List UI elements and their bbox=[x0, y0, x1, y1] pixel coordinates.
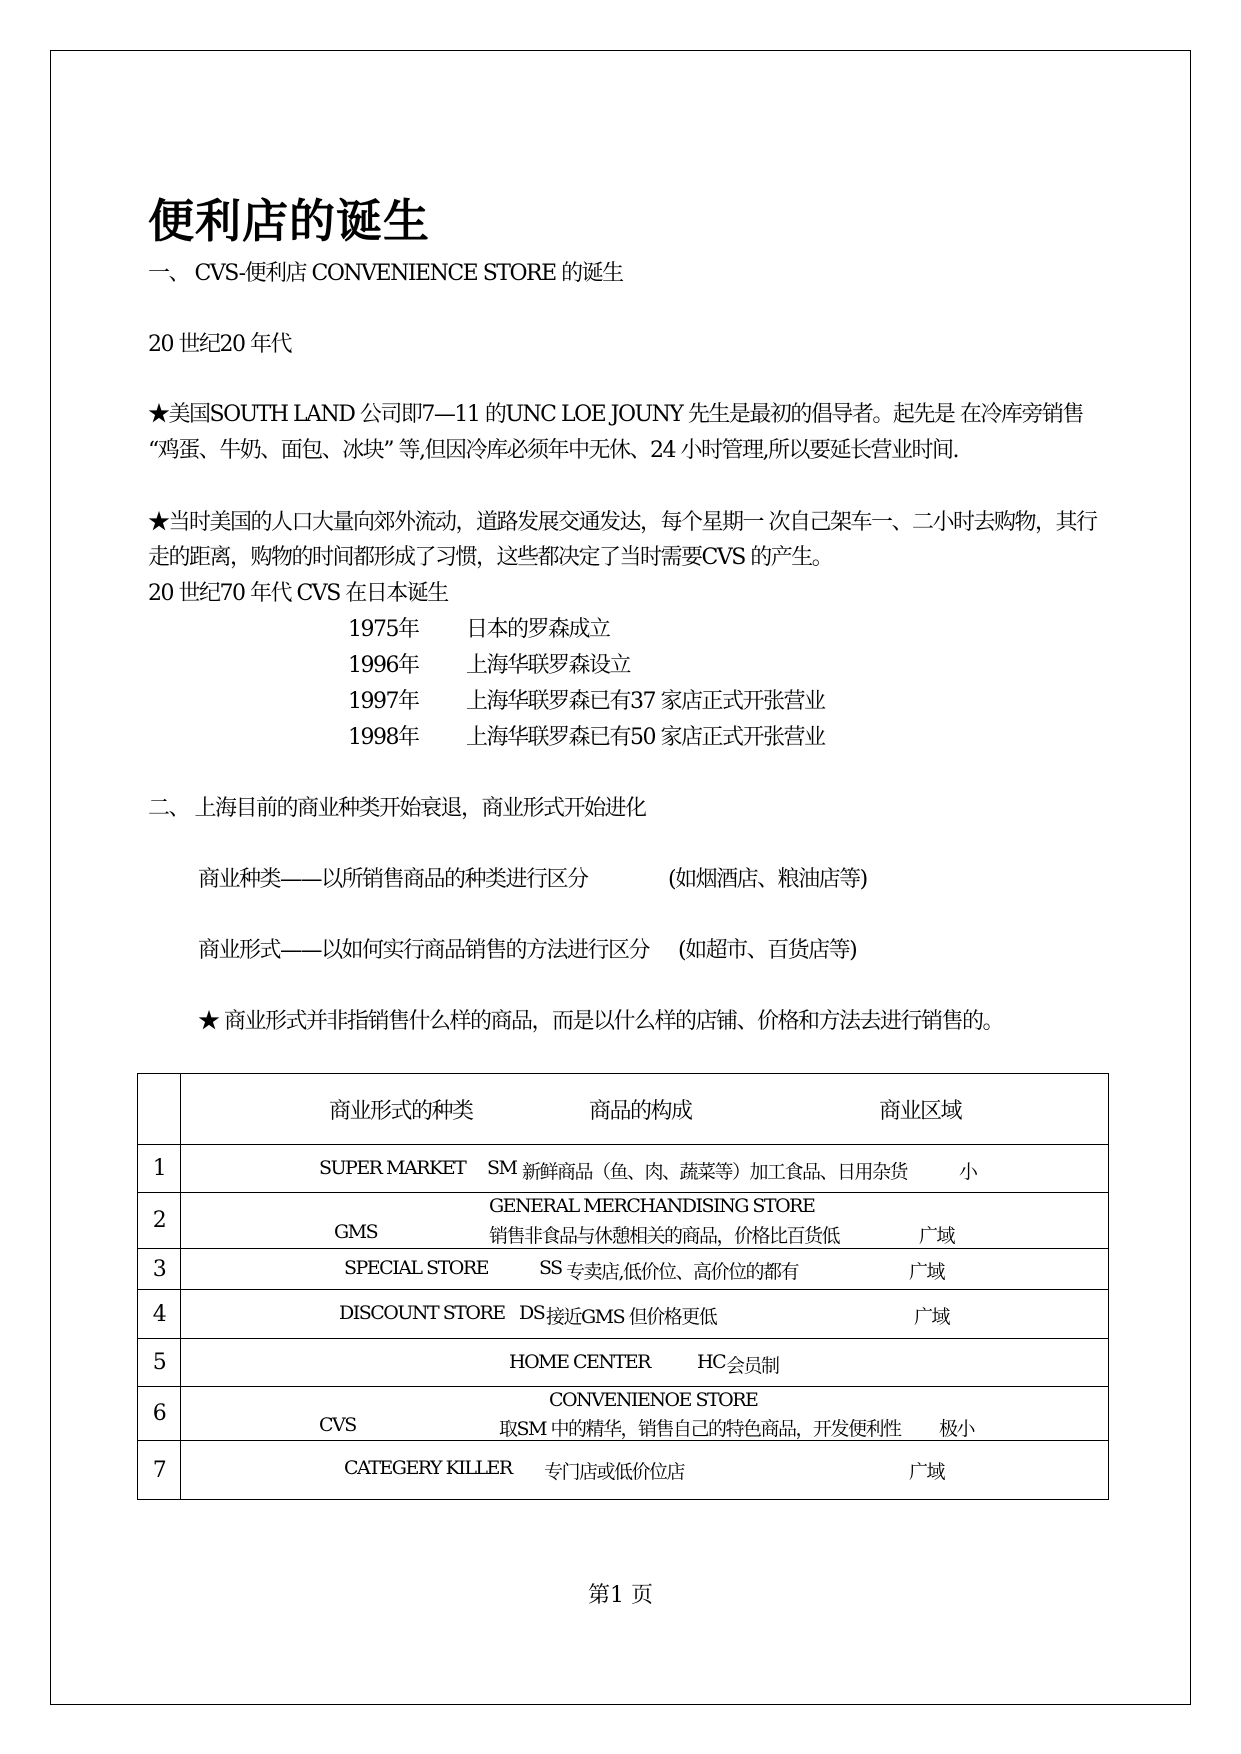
row-content bbox=[181, 1145, 1109, 1193]
table-row bbox=[138, 1193, 1109, 1249]
timeline-year: 1997年 bbox=[348, 689, 419, 714]
header-form-type: 商业形式的种类 bbox=[329, 1099, 473, 1124]
header-composition: 商品的构成 bbox=[589, 1099, 692, 1124]
form-area: 广域 bbox=[909, 1461, 945, 1483]
form-area: 广域 bbox=[914, 1306, 950, 1328]
row-content bbox=[181, 1387, 1109, 1441]
form-name: CATEGERY KILLER bbox=[344, 1457, 512, 1479]
form-area: 极小 bbox=[939, 1418, 975, 1440]
page-number: 第1 页 bbox=[588, 1583, 653, 1608]
table-header-row bbox=[138, 1074, 1109, 1145]
row-content bbox=[181, 1249, 1109, 1290]
note: ★ 商业形式并非指销售什么样的商品，而是以什么样的店铺、价格和方法去进行销售的。 bbox=[198, 1009, 1003, 1034]
table-row bbox=[138, 1145, 1109, 1193]
form-desc: 会员制 bbox=[726, 1355, 779, 1377]
paragraph1-line1: ★美国SOUTH LAND 公司即7—11 的UNC LOE JOUNY 先生是最初的倡导者。起先是 在冷库旁销售 bbox=[148, 402, 1083, 427]
form-desc: 新鲜商品（鱼、肉、蔬菜等）加工食品、日用杂货 bbox=[522, 1161, 908, 1183]
row-number: 3 bbox=[138, 1249, 181, 1290]
form-name: GENERAL MERCHANDISING STORE bbox=[489, 1195, 815, 1217]
timeline-event: 日本的罗森成立 bbox=[466, 617, 610, 642]
row-content bbox=[181, 1193, 1109, 1249]
form-desc: 专门店或低价位店 bbox=[544, 1461, 685, 1483]
row-content bbox=[181, 1290, 1109, 1339]
form-name: SPECIAL STORE bbox=[344, 1257, 489, 1279]
table-row bbox=[138, 1249, 1109, 1290]
row-number: 2 bbox=[138, 1193, 181, 1249]
row-number: 7 bbox=[138, 1441, 181, 1500]
definition-category: 商业种类——以所销售商品的种类进行区分 bbox=[198, 867, 588, 892]
paragraph2-line2: 走的距离，购物的时间都形成了习惯，这些都决定了当时需要CVS 的产生。 bbox=[148, 545, 833, 570]
form-name: DISCOUNT STORE bbox=[339, 1302, 505, 1324]
form-abbr: CVS bbox=[319, 1414, 356, 1436]
timeline-event: 上海华联罗森已有50 家店正式开张营业 bbox=[466, 725, 825, 750]
form-abbr: DS bbox=[519, 1302, 545, 1324]
form-desc: 取SM 中的精华，销售自己的特色商品，开发便利性 bbox=[499, 1418, 901, 1440]
form-desc: 专卖店,低价位、高价位的都有 bbox=[566, 1261, 799, 1283]
timeline-event: 上海华联罗森已有37 家店正式开张营业 bbox=[466, 689, 825, 714]
era-1970s: 20 世纪70 年代 CVS 在日本诞生 bbox=[148, 581, 448, 606]
timeline-year: 1975年 bbox=[348, 617, 419, 642]
row-number: 6 bbox=[138, 1387, 181, 1441]
section2-heading: 二、 上海目前的商业种类开始衰退，商业形式开始进化 bbox=[148, 796, 646, 821]
form-area: 广域 bbox=[919, 1225, 955, 1247]
row-number: 5 bbox=[138, 1339, 181, 1387]
paragraph1-line2: “鸡蛋、牛奶、面包、冰块” 等,但因冷库必须年中无休、24 小时管理,所以要延长营业时间. bbox=[148, 438, 958, 463]
form-name: HOME CENTER bbox=[509, 1351, 650, 1373]
era-1920s: 20 世纪20 年代 bbox=[148, 332, 291, 357]
form-abbr: SS bbox=[539, 1257, 562, 1279]
table-row bbox=[138, 1441, 1109, 1500]
form-desc: 销售非食品与休憩相关的商品，价格比百货低 bbox=[489, 1225, 840, 1247]
header-area: 商业区域 bbox=[879, 1099, 962, 1124]
definition-form: 商业形式——以如何实行商品销售的方法进行区分 bbox=[198, 938, 650, 963]
timeline-year: 1996年 bbox=[348, 653, 419, 678]
definition-form-example: (如超市、百货店等) bbox=[678, 938, 857, 963]
timeline-year: 1998年 bbox=[348, 725, 419, 750]
table-row bbox=[138, 1339, 1109, 1387]
paragraph2-line1: ★当时美国的人口大量向郊外流动，道路发展交通发达，每个星期一 次自己架车一、二小时去购物，其行 bbox=[148, 510, 1097, 535]
row-content bbox=[181, 1339, 1109, 1387]
section1-heading: 一、 CVS-便利店 CONVENIENCE STORE 的诞生 bbox=[148, 261, 623, 286]
document-title: 便利店的诞生 bbox=[148, 194, 430, 248]
table-row bbox=[138, 1387, 1109, 1441]
table-header-cell bbox=[181, 1074, 1109, 1145]
form-name: CONVENIENOE STORE bbox=[549, 1389, 758, 1411]
row-number: 4 bbox=[138, 1290, 181, 1339]
form-area: 广域 bbox=[909, 1261, 945, 1283]
form-abbr: GMS bbox=[334, 1221, 378, 1243]
business-forms-table bbox=[137, 1073, 1109, 1500]
table-row bbox=[138, 1290, 1109, 1339]
row-content bbox=[181, 1441, 1109, 1500]
form-abbr: SM bbox=[487, 1157, 517, 1179]
form-name: SUPER MARKET bbox=[319, 1157, 466, 1179]
definition-category-example: (如烟酒店、粮油店等) bbox=[668, 867, 867, 892]
table-header-num bbox=[138, 1074, 181, 1145]
timeline-event: 上海华联罗森设立 bbox=[466, 653, 631, 678]
form-desc: 接近GMS 但价格更低 bbox=[546, 1306, 717, 1328]
form-area: 小 bbox=[959, 1161, 977, 1183]
form-abbr: HC bbox=[697, 1351, 726, 1373]
row-number: 1 bbox=[138, 1145, 181, 1193]
